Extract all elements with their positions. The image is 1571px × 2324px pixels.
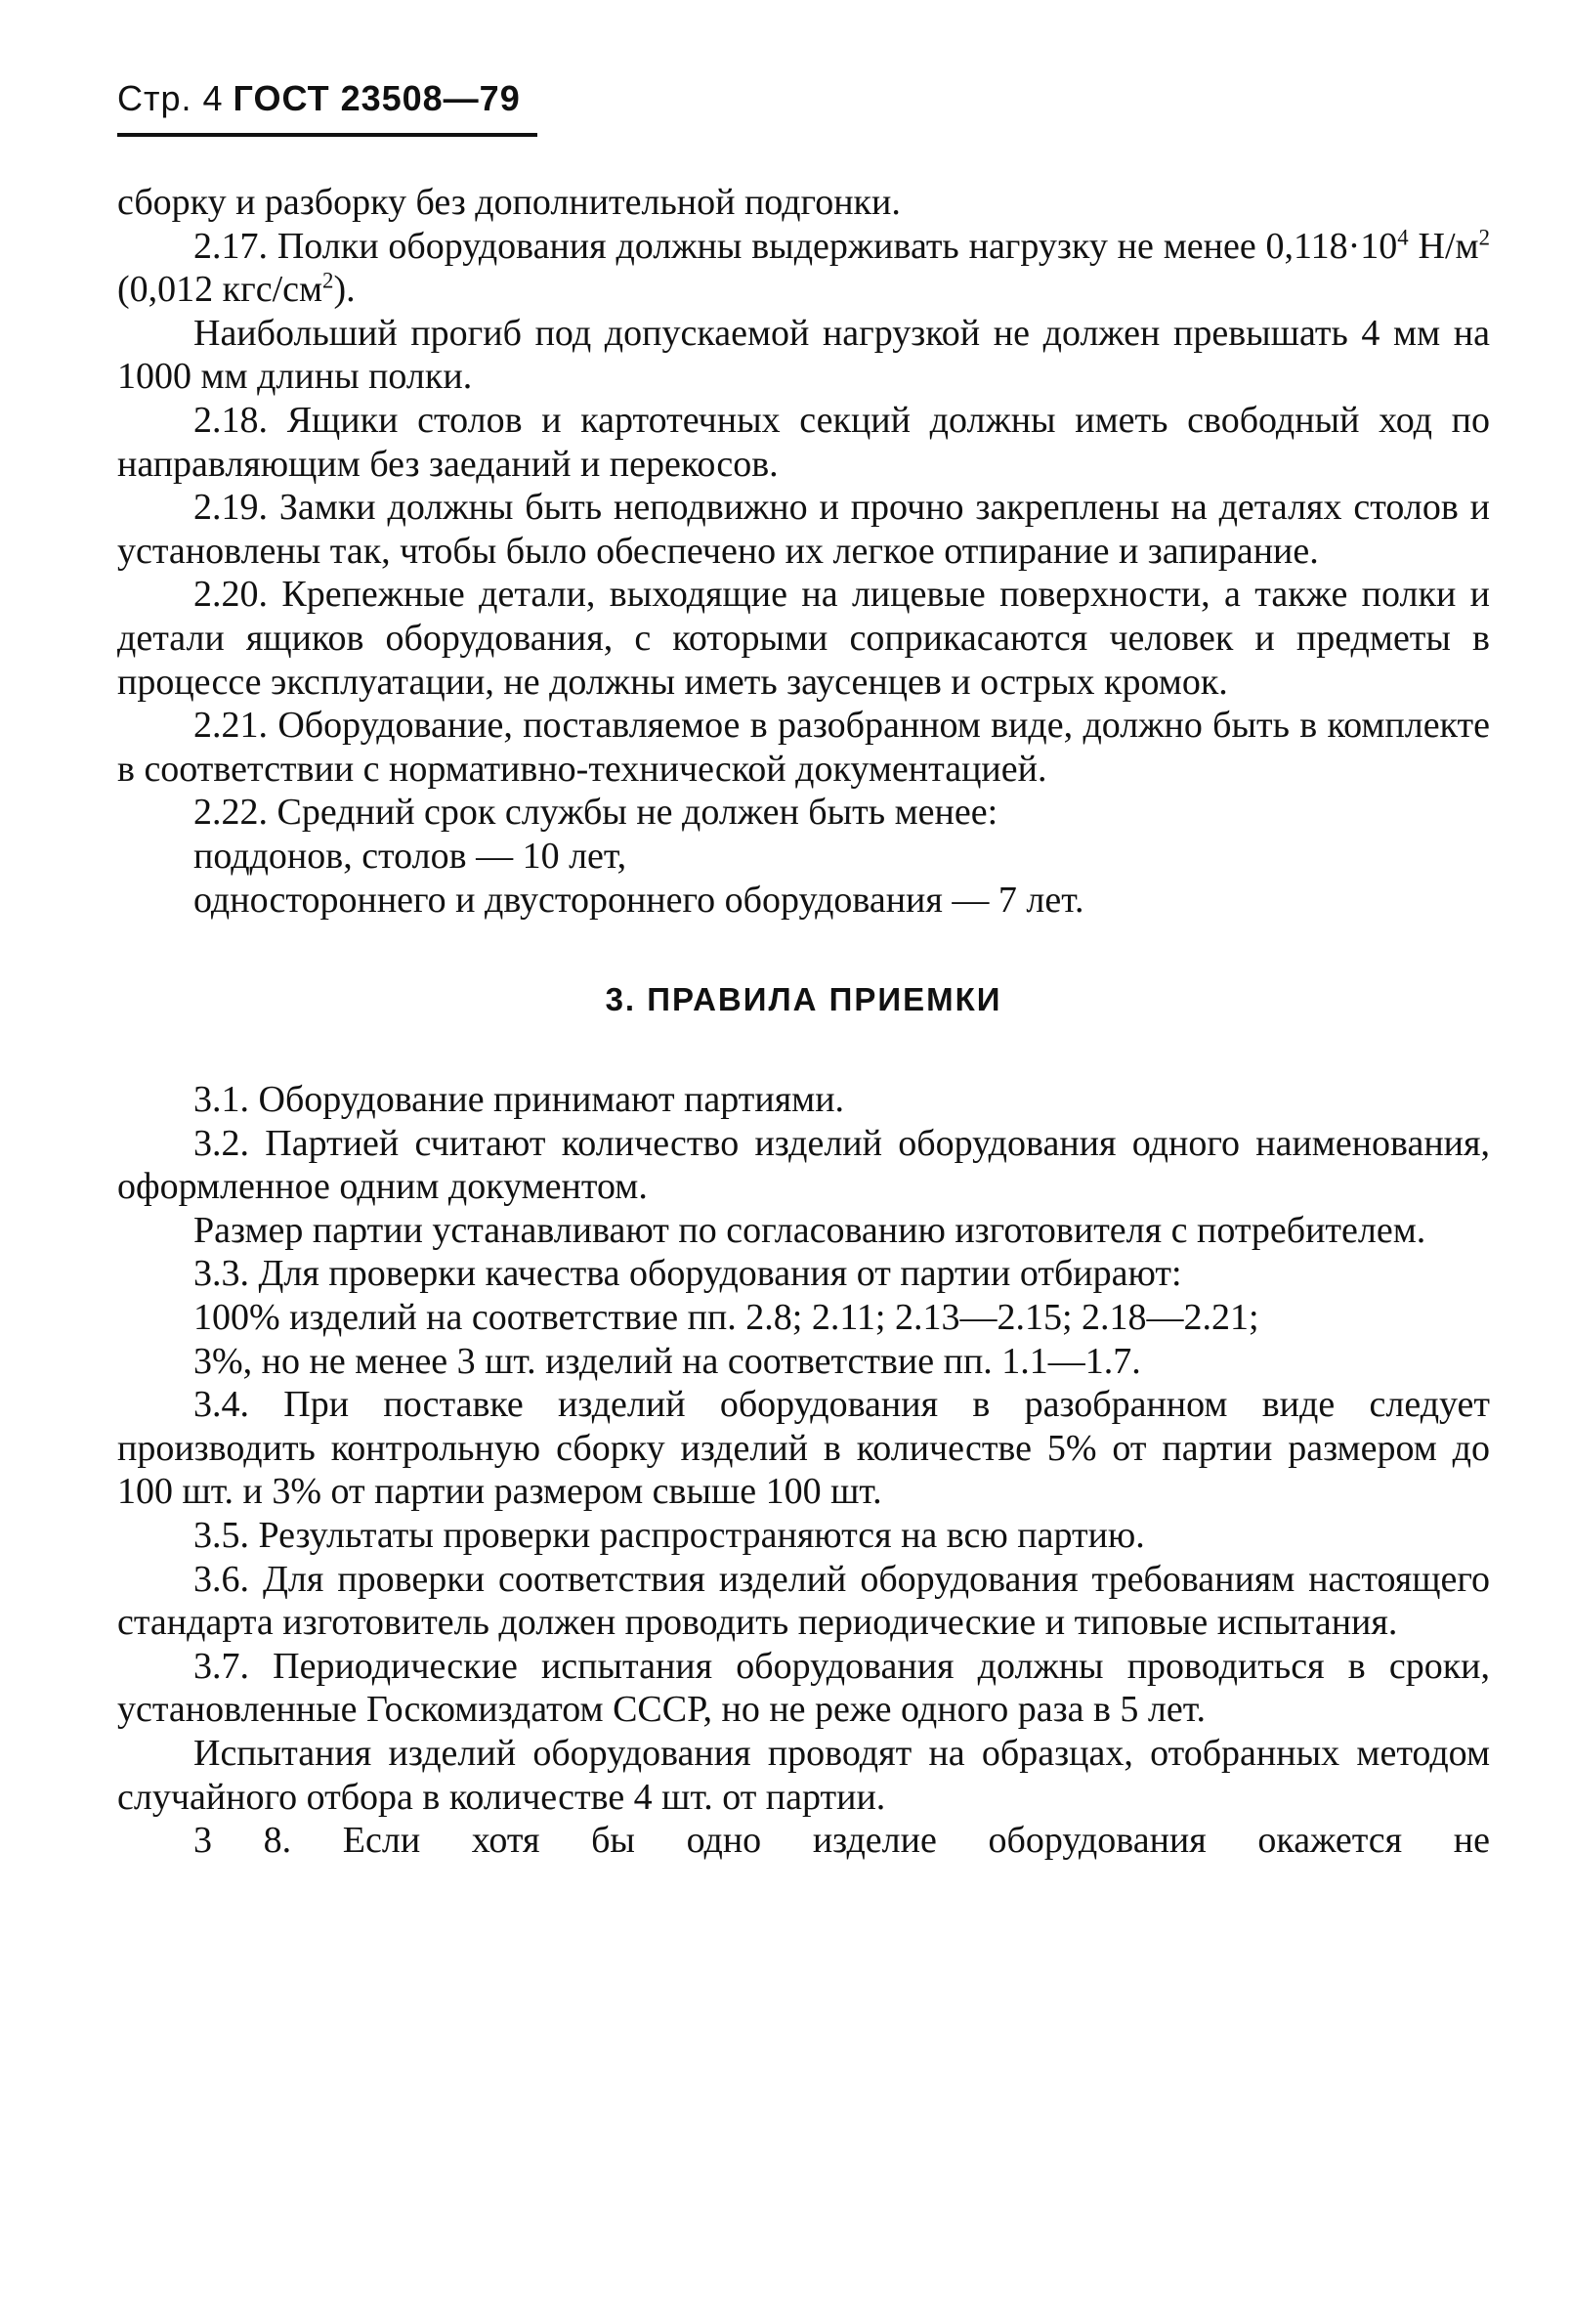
paragraph-3-1: 3.1. Оборудование принимают партиями. [193,1079,845,1121]
paragraph-2-18: 2.18. Ящики столов и картотечных секций должны иметь свободный ход по направляющим без заеданий и перекосов. [117,399,1490,485]
page-header [117,78,537,137]
paragraph-2-17-text: 2.17. Полки оборудования должны выдерживать нагрузку не менее 0,118·10 [193,225,1398,267]
paragraph-3-6: 3.6. Для проверки соответствия изделий оборудования требованиям настоящего стандарта изготовитель должен проводить периодические и типовые испытания. [117,1558,1490,1644]
paragraph-sampling: Испытания изделий оборудования проводят на образцах, отобранных методом случайного отбора в количестве 4 шт. от партии. [117,1733,1490,1818]
paragraph-3-2: 3.2. Партией считают количество изделий оборудования одного наименования, оформленное одним документом. [117,1122,1490,1208]
paragraph-2-19: 2.19. Замки должны быть неподвижно и прочно закреплены на деталях столов и установлены так, чтобы было обеспечено их легкое отпирание и запирание. [117,487,1490,572]
page-body [117,181,1490,1863]
closing-text: ). [333,269,356,311]
alt-unit-exponent: 2 [322,268,334,293]
paragraph-3-8: 3 8. Если хотя бы одно изделие оборудования окажется не [193,1820,1490,1862]
exponent: 4 [1397,224,1409,249]
paragraph-continuation: сборку и разборку без дополнительной подгонки. [117,182,901,223]
list-item-100-percent: 100% изделий на соответствие пп. 2.8; 2.11; 2.13—2.15; 2.18—2.21; [193,1297,1259,1339]
standard-number: ГОСТ 23508—79 [233,78,521,118]
section-title: 3. ПРАВИЛА ПРИЕМКИ [605,981,1002,1018]
list-item-equipment: одностороннего и двустороннего оборудования — 7 лет. [193,879,1084,921]
paragraph-2-21: 2.21. Оборудование, поставляемое в разобранном виде, должно быть в комплекте в соответствии с нормативно-технической документацией. [117,705,1490,790]
paragraph-2-22: 2.22. Средний срок службы не должен быть менее: [193,792,998,834]
paragraph-3-4: 3.4. При поставке изделий оборудования в разобранном виде следует производить контрольную сборку изделий в количестве 5% от партии размером до 100 шт. и 3% от партии размером свыше 100 шт. [117,1384,1490,1513]
page-number-label: Стр. 4 [117,78,224,118]
paragraph-batch-size: Размер партии устанавливают по согласованию изготовителя с потребителем. [193,1209,1426,1251]
paragraph-3-3: 3.3. Для проверки качества оборудования от партии отбирают: [193,1253,1182,1295]
paragraph-2-17 [117,225,1490,312]
paragraph-3-5: 3.5. Результаты проверки распространяются на всю партию. [193,1515,1145,1557]
unit-exponent: 2 [1478,224,1491,249]
list-item-3-percent: 3%, но не менее 3 шт. изделий на соответствие пп. 1.1—1.7. [193,1340,1141,1382]
alt-unit-text: (0,012 кгс/см [117,269,323,311]
paragraph-deflection: Наибольший прогиб под допускаемой нагрузкой не должен превышать 4 мм на 1000 мм длины полки. [117,312,1490,398]
paragraph-3-7: 3.7. Периодические испытания оборудования должны проводиться в сроки, установленные Госкомиздатом СССР, но не реже одного раза в 5 лет. [117,1645,1490,1731]
paragraph-2-20: 2.20. Крепежные детали, выходящие на лицевые поверхности, а также полки и детали ящиков оборудования, с которыми соприкасаются человек и предметы в процессе эксплуатации, не должны иметь заусенцев и острых кромок. [117,574,1490,703]
unit-text: Н/м [1408,225,1479,267]
list-item-pallets: поддонов, столов — 10 лет, [193,835,627,877]
